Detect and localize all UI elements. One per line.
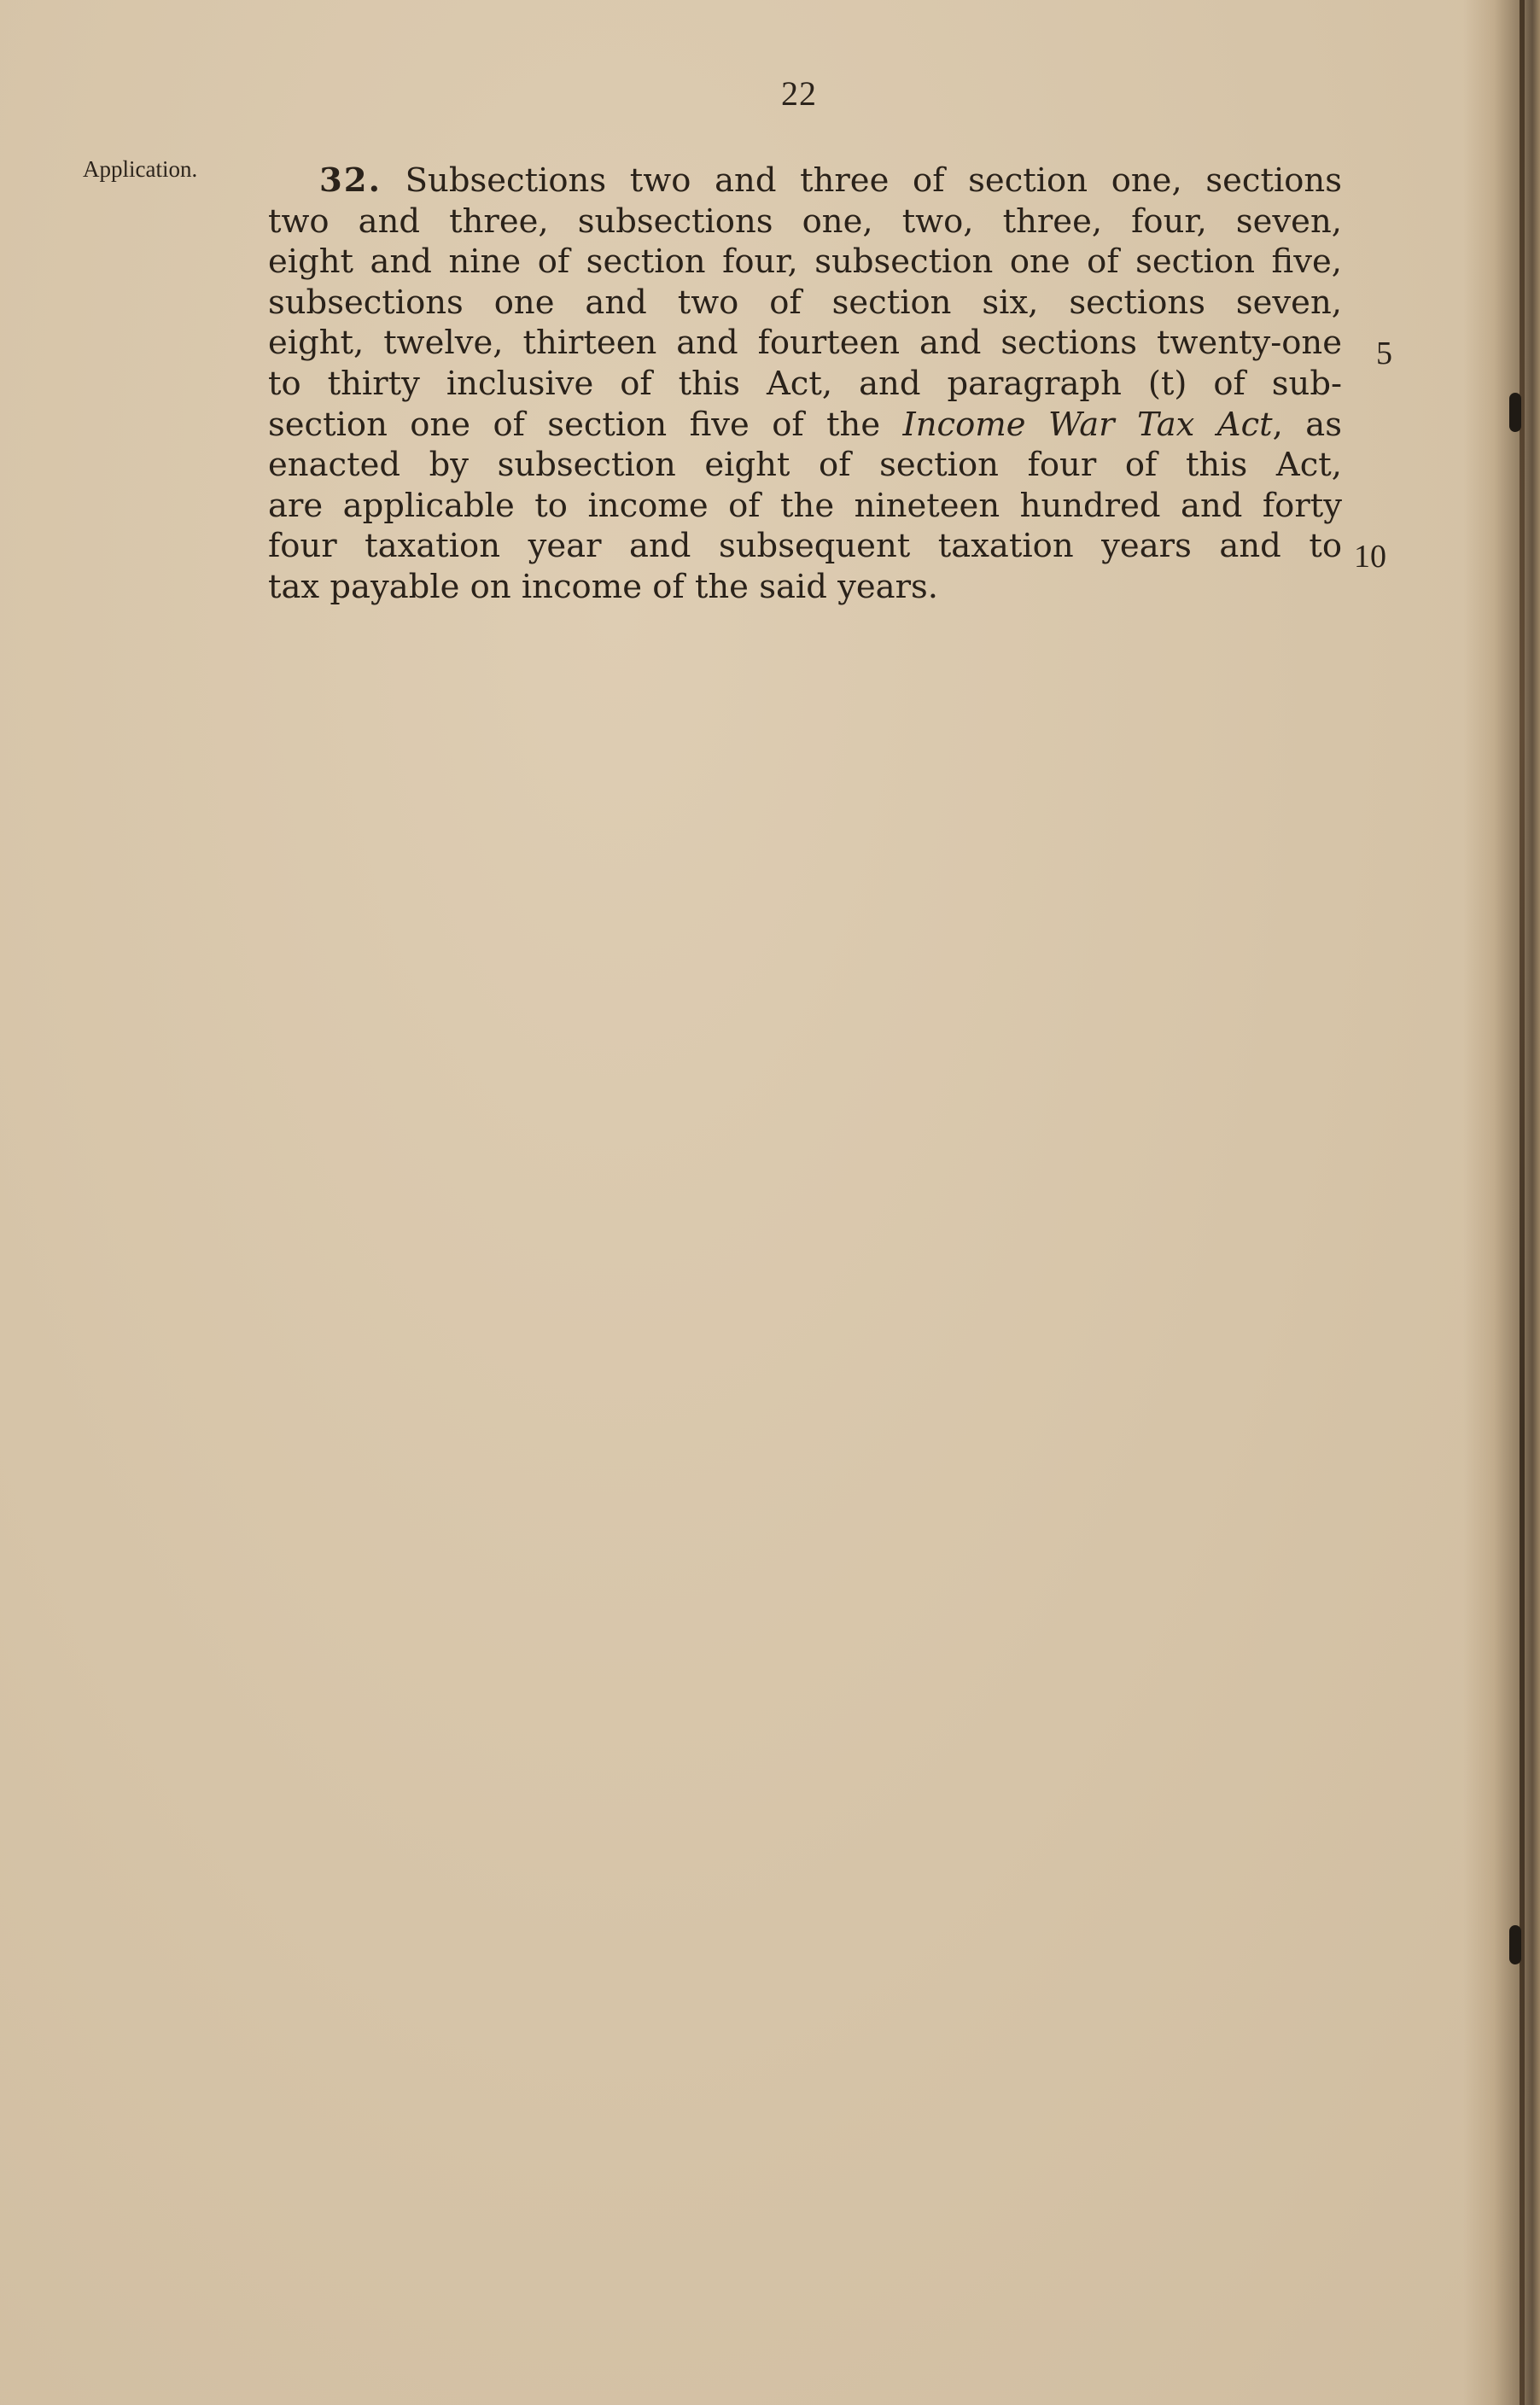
- text-line: 32. Subsections two and three of section one, sections: [319, 161, 1342, 200]
- line-number: 10: [1354, 539, 1386, 575]
- section-text: [268, 161, 1342, 608]
- text-line: section one of section five of the Income War Tax Act, as: [268, 405, 1342, 444]
- text-line: tax payable on income of the said years.: [268, 567, 939, 606]
- section-number: 32.: [319, 161, 382, 200]
- binding-shadow: [1463, 0, 1540, 2405]
- text-line: two and three, subsections one, two, three, four, seven,: [268, 201, 1342, 241]
- line-number: 5: [1376, 336, 1392, 371]
- binding-stitch-mark: [1509, 393, 1521, 432]
- text-line: are applicable to income of the nineteen hundred and forty: [268, 486, 1342, 525]
- text-line: eight and nine of section four, subsection one of section five,: [268, 242, 1342, 282]
- text-line: eight, twelve, thirteen and fourteen and sections twenty-one: [268, 324, 1342, 363]
- text-line: enacted by subsection eight of section four of this Act,: [268, 446, 1342, 485]
- text-line: subsections one and two of section six, sections seven,: [268, 283, 1342, 322]
- page-number: 22: [781, 74, 817, 113]
- text-line: four taxation year and subsequent taxation years and to: [268, 527, 1342, 566]
- binding-edge: [1520, 0, 1525, 2405]
- binding-stitch-mark: [1509, 1925, 1521, 1964]
- text-line: to thirty inclusive of this Act, and paragraph (t) of sub-: [268, 364, 1342, 403]
- act-title: Income War Tax Act: [902, 405, 1273, 444]
- margin-note: Application.: [83, 156, 198, 182]
